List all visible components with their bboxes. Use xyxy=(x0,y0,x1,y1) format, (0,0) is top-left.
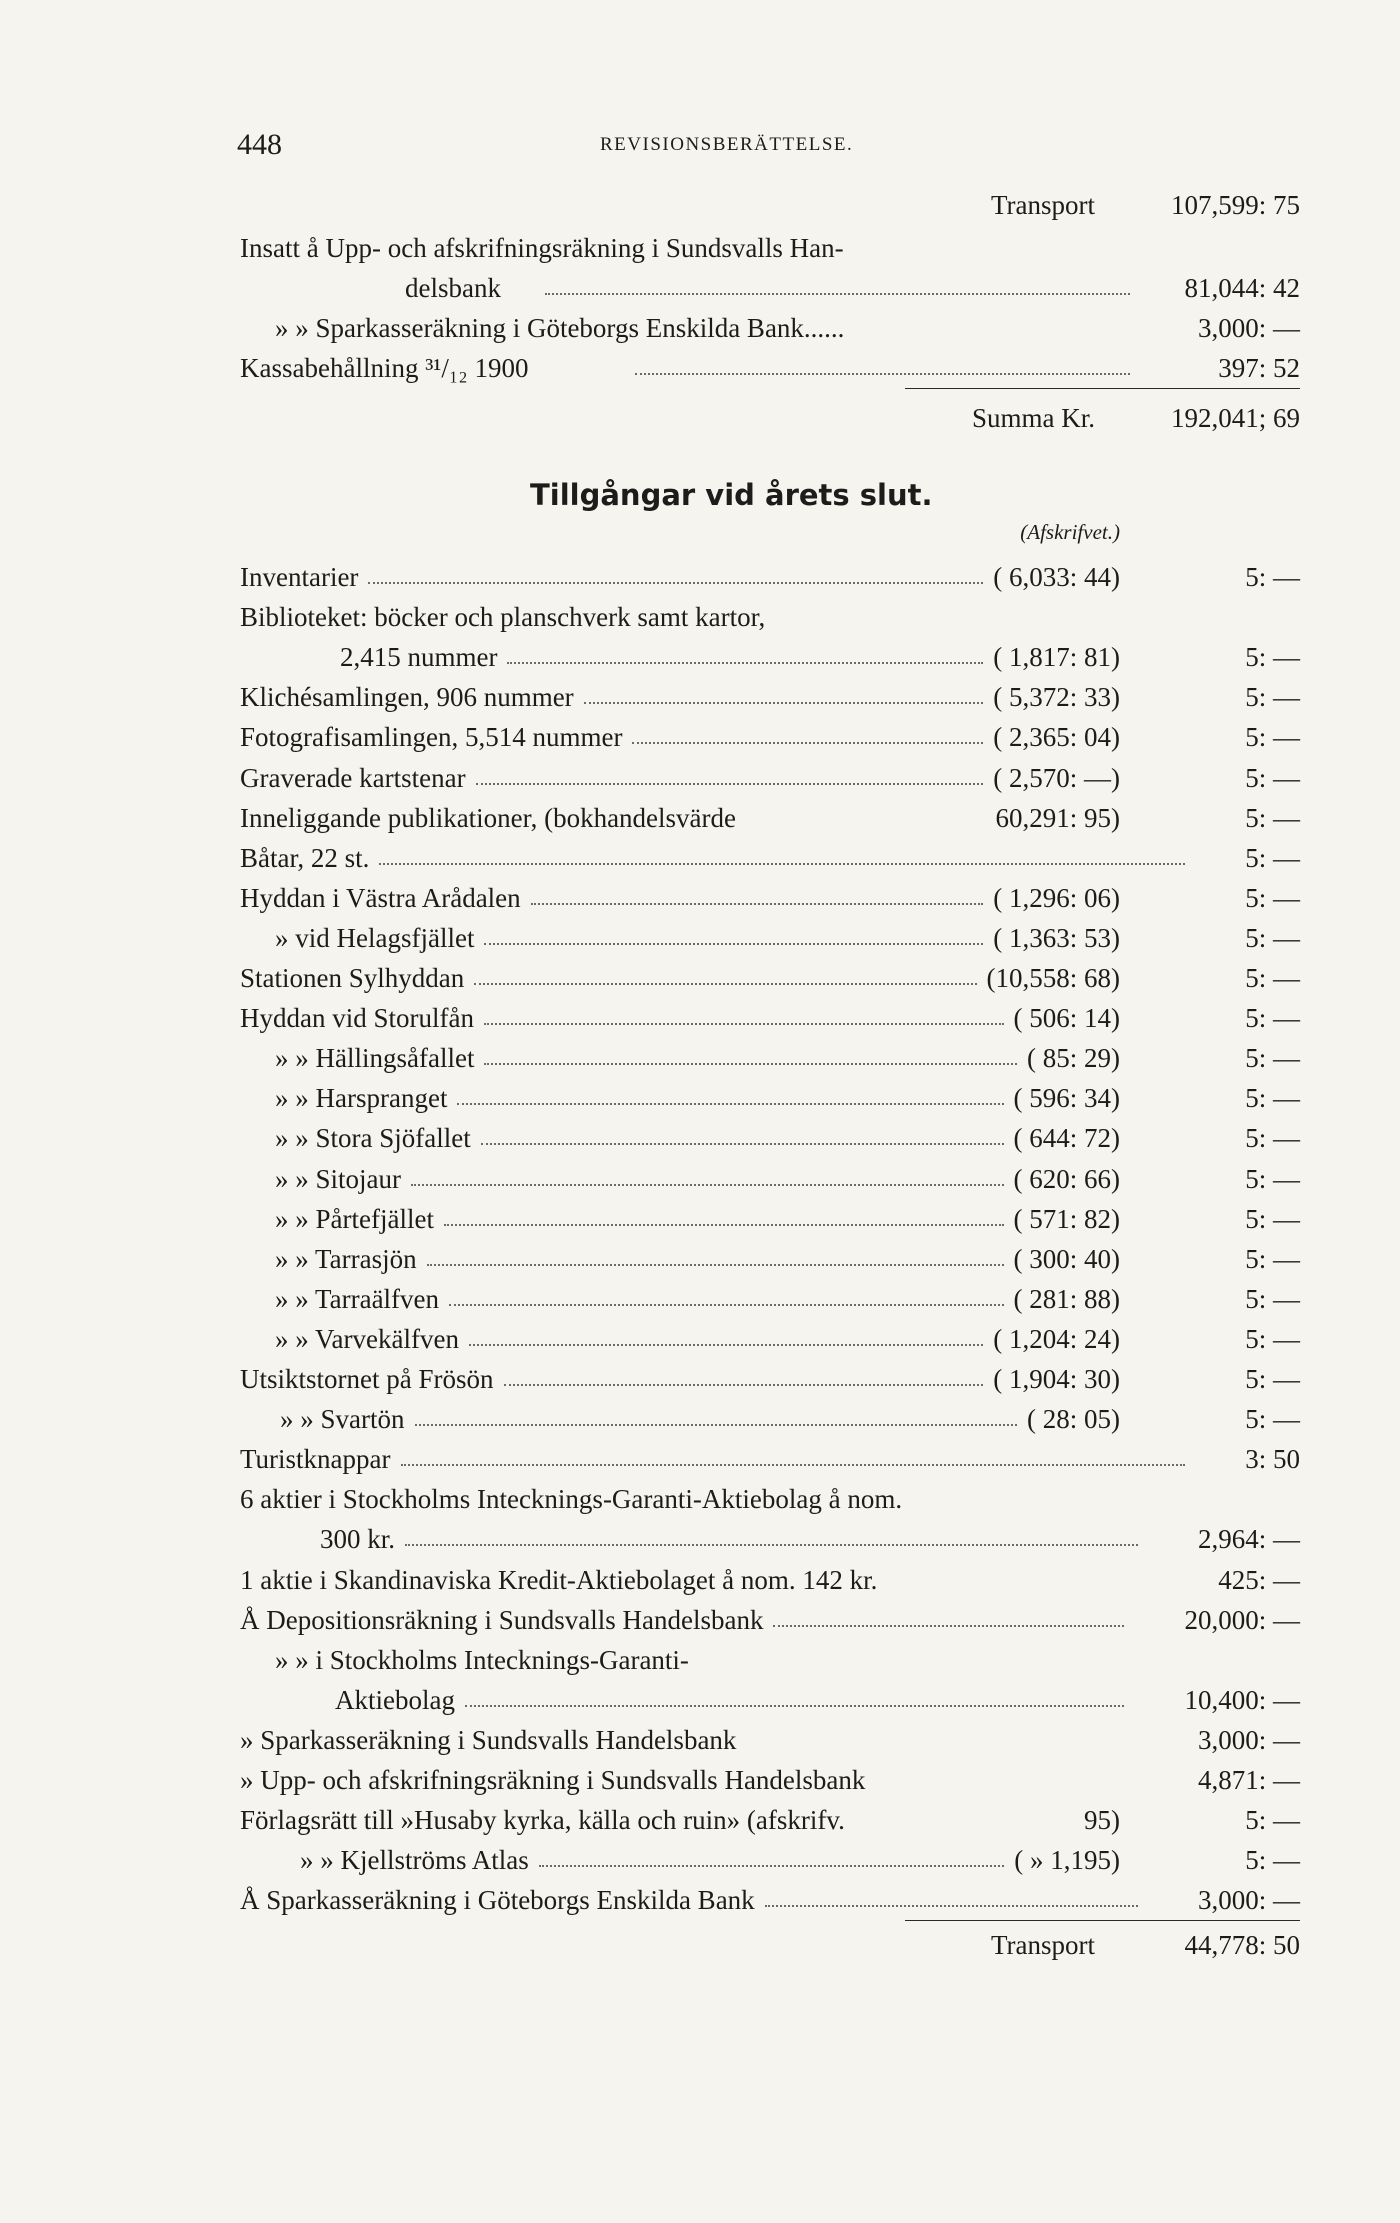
asset-amount: 5: — xyxy=(1245,1204,1300,1234)
asset-row xyxy=(240,597,1300,637)
asset-row xyxy=(240,798,1300,838)
asset-original-value: ( 596: 34) xyxy=(1013,1083,1120,1113)
dot-leader xyxy=(531,903,984,905)
asset-row xyxy=(240,838,1300,878)
asset-label: Biblioteket: böcker och planschverk samt kartor, xyxy=(240,602,766,632)
spark-row xyxy=(240,308,1300,348)
asset-amount: 5: — xyxy=(1245,642,1300,672)
transport-amount: 44,778: 50 xyxy=(1184,1930,1300,1960)
asset-label: 1 aktie i Skandinaviska Kredit-Aktiebolaget å nom. 142 kr. xyxy=(240,1565,878,1595)
asset-label: » » Harspranget xyxy=(275,1083,448,1113)
asset-original-value: ( 1,204: 24) xyxy=(993,1324,1120,1354)
asset-row xyxy=(240,1880,1300,1920)
insatt-row xyxy=(240,228,1300,268)
asset-label: » » Hällingsåfallet xyxy=(275,1043,475,1073)
delsbank-amount: 81,044: 42 xyxy=(1184,273,1300,303)
asset-original-value: (10,558: 68) xyxy=(986,963,1120,993)
dot-leader xyxy=(773,1625,1124,1627)
asset-original-value: ( 2,570: —) xyxy=(993,763,1120,793)
dot-leader xyxy=(427,1264,1004,1266)
asset-row xyxy=(240,1800,1300,1840)
asset-label: » » Sitojaur xyxy=(275,1164,401,1194)
asset-original-value: ( 644: 72) xyxy=(1013,1123,1120,1153)
asset-label: Inneliggande publikationer, (bokhandelsvärde xyxy=(240,803,737,833)
dot-leader xyxy=(469,1344,983,1346)
dot-leader xyxy=(504,1384,984,1386)
dot-leader xyxy=(484,1023,1004,1025)
kassa-amount: 397: 52 xyxy=(1218,353,1300,383)
dot-leader xyxy=(635,373,1130,375)
dot-leader xyxy=(457,1103,1003,1105)
asset-amount: 5: — xyxy=(1245,1845,1300,1875)
asset-amount: 5: — xyxy=(1245,883,1300,913)
asset-amount: 3: 50 xyxy=(1245,1444,1300,1474)
asset-original-value: 60,291: 95) xyxy=(995,803,1120,833)
kassa-row xyxy=(240,348,1300,388)
summa-label: Summa Kr. xyxy=(971,403,1095,433)
asset-amount: 5: — xyxy=(1245,1123,1300,1153)
dot-leader xyxy=(465,1705,1125,1707)
page-header xyxy=(235,128,1295,168)
asset-row xyxy=(240,958,1300,998)
transport-label: Transport xyxy=(990,190,1095,220)
asset-label: » » Pårtefjället xyxy=(275,1204,434,1234)
asset-original-value: ( 6,033: 44) xyxy=(993,562,1120,592)
asset-amount: 3,000: — xyxy=(1197,1725,1300,1755)
asset-row xyxy=(240,1359,1300,1399)
asset-amount: 5: — xyxy=(1245,1284,1300,1314)
dot-leader xyxy=(368,582,983,584)
transport-amount: 107,599: 75 xyxy=(1170,190,1300,220)
asset-row xyxy=(240,758,1300,798)
asset-amount: 5: — xyxy=(1245,963,1300,993)
asset-amount: 5: — xyxy=(1245,722,1300,752)
insatt-label: Insatt å Upp- och afskrifningsräkning i Sundsvalls Han- xyxy=(240,233,844,263)
asset-label: » » i Stockholms Intecknings-Garanti- xyxy=(275,1645,689,1675)
dot-leader xyxy=(405,1544,1138,1546)
asset-row xyxy=(240,1159,1300,1199)
asset-row xyxy=(240,1479,1300,1519)
asset-amount: 5: — xyxy=(1245,1364,1300,1394)
asset-amount: 5: — xyxy=(1245,803,1300,833)
asset-amount: 5: — xyxy=(1245,1043,1300,1073)
asset-row xyxy=(240,1680,1300,1720)
dot-leader xyxy=(474,983,976,985)
asset-original-value: ( » 1,195) xyxy=(1014,1845,1120,1875)
asset-original-value: ( 620: 66) xyxy=(1013,1164,1120,1194)
asset-label: » Upp- och afskrifningsräkning i Sundsvalls Handelsbank xyxy=(240,1765,866,1795)
asset-row xyxy=(240,1439,1300,1479)
dot-leader xyxy=(484,943,983,945)
asset-label: » vid Helagsfjället xyxy=(275,923,475,953)
dot-leader xyxy=(449,1304,1003,1306)
asset-label: » » Stora Sjöfallet xyxy=(275,1123,471,1153)
asset-label: » » Varvekälfven xyxy=(275,1324,459,1354)
dot-leader xyxy=(401,1464,1186,1466)
asset-row xyxy=(240,1399,1300,1439)
asset-label: » » Svartön xyxy=(280,1404,405,1434)
asset-label: 300 kr. xyxy=(320,1524,396,1554)
asset-row xyxy=(240,557,1300,597)
asset-original-value: ( 85: 29) xyxy=(1027,1043,1120,1073)
asset-label: Turistknappar xyxy=(240,1444,391,1474)
dot-leader xyxy=(545,293,1130,295)
asset-label: Förlagsrätt till »Husaby kyrka, källa och ruin» (afskrifv. xyxy=(240,1805,845,1835)
dot-leader xyxy=(415,1424,1018,1426)
asset-original-value: ( 1,296: 06) xyxy=(993,883,1120,913)
asset-amount: 5: — xyxy=(1245,1805,1300,1835)
running-title: REVISIONSBERÄTTELSE. xyxy=(600,134,854,155)
dot-leader xyxy=(539,1865,1005,1867)
asset-amount: 5: — xyxy=(1245,1003,1300,1033)
asset-amount: 5: — xyxy=(1245,1404,1300,1434)
asset-original-value: ( 1,817: 81) xyxy=(993,642,1120,672)
dot-leader xyxy=(411,1184,1004,1186)
asset-row xyxy=(240,1239,1300,1279)
asset-row xyxy=(240,998,1300,1038)
spark-label: » » Sparkasseräkning i Göteborgs Enskilda Bank...... xyxy=(275,313,845,343)
spark-amount: 3,000: — xyxy=(1197,313,1300,343)
transport-row-bottom xyxy=(240,1925,1300,1965)
asset-row xyxy=(240,1319,1300,1359)
asset-label: » » Kjellströms Atlas xyxy=(300,1845,529,1875)
transport-row-top xyxy=(240,185,1300,225)
asset-amount: 20,000: — xyxy=(1184,1605,1300,1635)
dot-leader xyxy=(481,1143,1004,1145)
asset-amount: 5: — xyxy=(1245,1324,1300,1354)
dot-leader xyxy=(584,702,984,704)
asset-label: 2,415 nummer xyxy=(340,642,498,672)
asset-label: » » Tarraälfven xyxy=(275,1284,440,1314)
asset-row xyxy=(240,1279,1300,1319)
asset-row xyxy=(240,677,1300,717)
asset-original-value: ( 2,365: 04) xyxy=(993,722,1120,752)
summa-row xyxy=(240,398,1300,438)
asset-original-value: 95) xyxy=(1084,1805,1120,1835)
asset-row xyxy=(240,1118,1300,1158)
asset-original-value: ( 300: 40) xyxy=(1013,1244,1120,1274)
sum-rule xyxy=(905,388,1300,389)
asset-label: » » Tarrasjön xyxy=(275,1244,417,1274)
asset-label: » Sparkasseräkning i Sundsvalls Handelsbank xyxy=(240,1725,737,1755)
asset-row xyxy=(240,1760,1300,1800)
asset-row xyxy=(240,918,1300,958)
asset-label: Å Sparkasseräkning i Göteborgs Enskilda Bank xyxy=(240,1885,755,1915)
asset-label: 6 aktier i Stockholms Intecknings-Garanti-Aktiebolag å nom. xyxy=(240,1484,903,1514)
asset-amount: 5: — xyxy=(1245,843,1300,873)
asset-row xyxy=(240,878,1300,918)
asset-label: Å Depositionsräkning i Sundsvalls Handelsbank xyxy=(240,1605,764,1635)
asset-amount: 2,964: — xyxy=(1197,1524,1300,1554)
asset-row xyxy=(240,1840,1300,1880)
transport-label: Transport xyxy=(990,1930,1095,1960)
asset-row xyxy=(240,637,1300,677)
dot-leader xyxy=(476,783,984,785)
section-heading: Tillgångar vid årets slut. xyxy=(530,478,933,512)
asset-row xyxy=(240,1078,1300,1118)
kassa-label: Kassabehållning ³¹/₁₂ 1900 xyxy=(240,353,529,383)
asset-label: Stationen Sylhyddan xyxy=(240,963,465,993)
asset-amount: 5: — xyxy=(1245,562,1300,592)
asset-amount: 5: — xyxy=(1245,1244,1300,1274)
asset-label: Fotografisamlingen, 5,514 nummer xyxy=(240,722,623,752)
transport-rule xyxy=(905,1920,1300,1921)
asset-original-value: ( 506: 14) xyxy=(1013,1003,1120,1033)
asset-label: Graverade kartstenar xyxy=(240,763,466,793)
asset-label: Inventarier xyxy=(240,562,359,592)
asset-original-value: ( 1,904: 30) xyxy=(993,1364,1120,1394)
asset-label: Båtar, 22 st. xyxy=(240,843,370,873)
asset-row xyxy=(240,1720,1300,1760)
asset-amount: 4,871: — xyxy=(1197,1765,1300,1795)
asset-label: Hyddan i Västra Arådalen xyxy=(240,883,521,913)
asset-amount: 5: — xyxy=(1245,763,1300,793)
asset-original-value: ( 281: 88) xyxy=(1013,1284,1120,1314)
page-number: 448 xyxy=(237,128,282,161)
dot-leader xyxy=(632,742,983,744)
asset-amount: 5: — xyxy=(1245,1164,1300,1194)
dot-leader xyxy=(765,1905,1138,1907)
delsbank-row xyxy=(240,268,1300,308)
asset-row xyxy=(240,1640,1300,1680)
dot-leader xyxy=(484,1063,1017,1065)
asset-row xyxy=(240,1038,1300,1078)
delsbank-label: delsbank xyxy=(405,273,501,303)
asset-amount: 5: — xyxy=(1245,1083,1300,1113)
asset-original-value: ( 571: 82) xyxy=(1013,1204,1120,1234)
dot-leader xyxy=(444,1224,1004,1226)
section-subheading: (Afskrifvet.) xyxy=(1020,520,1120,544)
dot-leader xyxy=(379,863,1185,865)
asset-amount: 10,400: — xyxy=(1184,1685,1300,1715)
asset-row xyxy=(240,1519,1300,1559)
asset-original-value: ( 1,363: 53) xyxy=(993,923,1120,953)
asset-amount: 3,000: — xyxy=(1197,1885,1300,1915)
dot-leader xyxy=(507,662,983,664)
asset-label: Utsiktstornet på Frösön xyxy=(240,1364,494,1394)
summa-amount: 192,041; 69 xyxy=(1170,403,1300,433)
asset-label: Hyddan vid Storulfån xyxy=(240,1003,474,1033)
asset-row xyxy=(240,1600,1300,1640)
asset-amount: 5: — xyxy=(1245,682,1300,712)
asset-row xyxy=(240,717,1300,757)
asset-original-value: ( 28: 05) xyxy=(1027,1404,1120,1434)
asset-amount: 425: — xyxy=(1218,1565,1300,1595)
asset-label: Klichésamlingen, 906 nummer xyxy=(240,682,574,712)
asset-amount: 5: — xyxy=(1245,923,1300,953)
asset-original-value: ( 5,372: 33) xyxy=(993,682,1120,712)
asset-label: Aktiebolag xyxy=(335,1685,455,1715)
asset-row xyxy=(240,1199,1300,1239)
asset-row xyxy=(240,1560,1300,1600)
